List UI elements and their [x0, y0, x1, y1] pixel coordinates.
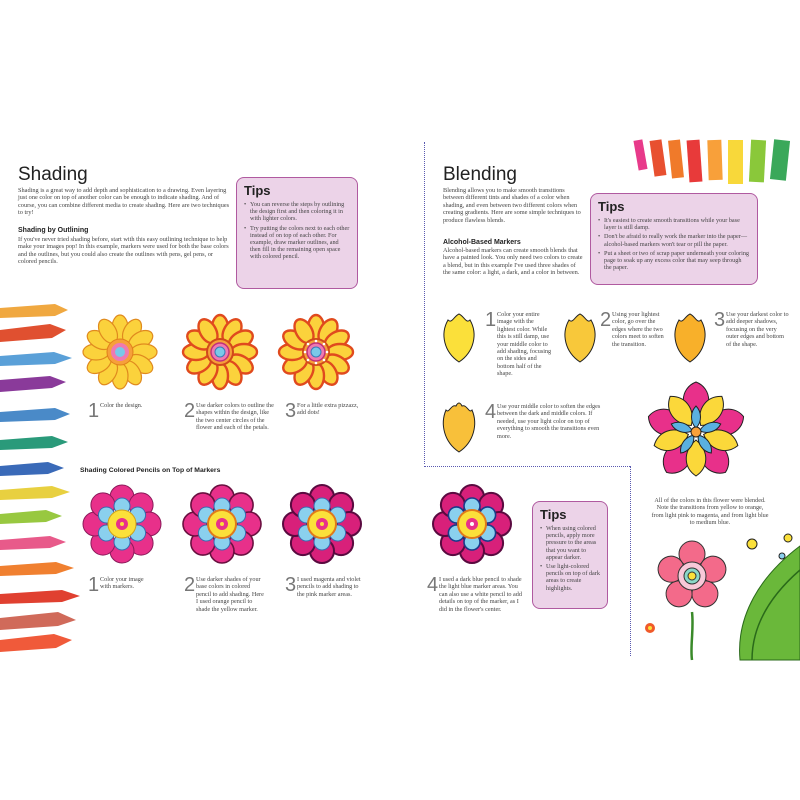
petal-step3 — [669, 312, 711, 364]
decorative-flowers-illustration — [640, 526, 800, 660]
step-text: Color your entire image with the lightest color. While this is still damp, use your middle color to add shading, focusing on the sides and bottom half of the shape. — [497, 311, 552, 378]
outlining-heading: Shading by Outlining — [18, 227, 89, 234]
blended-flower-caption: All of the colors in this flower were blended. Note the transitions from yellow to orange, from light pink to magenta, and from light blue to medium blue. — [651, 497, 769, 527]
petal-step4 — [438, 400, 480, 454]
tip-item: • Don't be afraid to really work the marker into the paper—alcohol-based markers won't tear or pill the paper. — [598, 233, 750, 247]
pink-flower-step3 — [282, 484, 362, 564]
section-divider-vertical — [424, 142, 425, 464]
step-text: Use darker shades of your base colors in colored pencil to add shading. Here I used orange pencil to shade the yellow marker. — [196, 576, 264, 613]
step-number: 1 — [88, 574, 100, 596]
tip-item: • You can reverse the steps by outlining the design first and then coloring it in with lighter colors. — [244, 201, 350, 223]
step-text: Use your darkest color to add deeper shadows, focusing on the very outer edges and bottom of the shape. — [726, 311, 789, 348]
step-number: 3 — [714, 309, 726, 331]
blending-intro: Blending allows you to make smooth transitions between different tints and shades of a color when shading, and even between two different colors when creating gradients. Here are some simple techniques to produce flawless blends. — [443, 187, 581, 224]
step-text: Color your image with markers. — [100, 576, 144, 591]
pink-flower-step4 — [432, 484, 512, 564]
step-number: 4 — [427, 574, 439, 596]
tip-item: • Try putting the colors next to each other instead of on top of each other. For example, draw marker outlines, and then fill in the remaining open space with colored pencil. — [244, 225, 350, 261]
tip-item: • Use light-colored pencils on top of dark areas to create highlights. — [540, 563, 600, 592]
step-text: I used magenta and violet pencils to add shading to the pink marker areas. — [297, 576, 361, 598]
step-number: 2 — [600, 309, 612, 331]
petal-step2 — [559, 312, 601, 364]
pink-flower-step2 — [182, 484, 262, 564]
tip-item: • When using colored pencils, apply more pressure to the areas that you want to appear darker. — [540, 525, 600, 561]
step-text: For a little extra pizzazz, add dots! — [297, 402, 359, 417]
tips-title: Tips — [540, 507, 567, 522]
blending-tips-box-2 — [532, 501, 608, 609]
step-text: Use your middle color to soften the edges between the dark and middle colors. If needed, use your light color on top of everything to smooth the transitions even more. — [497, 403, 601, 440]
flower-step2 — [180, 312, 260, 392]
tips-title: Tips — [598, 199, 625, 214]
blended-flower — [650, 376, 742, 488]
step-number: 3 — [285, 574, 297, 596]
colored-pencils-illustration — [0, 300, 90, 660]
markers-illustration — [632, 140, 800, 190]
section-divider-vertical-2 — [630, 466, 631, 656]
pencils-heading: Shading Colored Pencils on Top of Markers — [80, 467, 221, 474]
shading-tips-box — [236, 177, 358, 289]
step-text: I used a dark blue pencil to shade the light blue marker areas. You can also use a white pencil to add details on top of the marker, as I did in the flower's center. — [439, 576, 522, 613]
step-number: 2 — [184, 574, 196, 596]
step-number: 3 — [285, 400, 297, 422]
step-number: 2 — [184, 400, 196, 422]
flower-step1 — [80, 312, 160, 392]
tip-item: • Put a sheet or two of scrap paper underneath your coloring page to soak up any excess color that may seep through the paper. — [598, 250, 750, 272]
step-text: Using your lightest color, go over the edges where the two colors meet to soften the transition. — [612, 311, 664, 348]
step-text: Color the design. — [100, 402, 143, 409]
shading-title: Shading — [18, 164, 88, 185]
pink-flower-step1 — [82, 484, 162, 564]
shading-intro: Shading is a great way to add depth and sophistication to a drawing. Even layering just one color on top of another color can be enough to indicate shading. And of course, you can combine different media to create shading. Here are two techniques to try! — [18, 187, 230, 217]
alcohol-text: Alcohol-based markers can create smooth blends that have a painted look. You only need two colors to create a blend, but in this example I've used three shades of the same color: a light, a dark, and a color in between. — [443, 247, 583, 277]
tip-item: • It's easiest to create smooth transitions while your base layer is still damp. — [598, 217, 750, 231]
tips-title: Tips — [244, 183, 271, 198]
blending-tips-box — [590, 193, 758, 285]
petal-step1 — [438, 312, 480, 364]
section-divider-horizontal — [424, 466, 630, 467]
step-number: 1 — [88, 400, 100, 422]
step-number: 1 — [485, 309, 497, 331]
blending-title: Blending — [443, 164, 517, 185]
flower-step3 — [276, 312, 356, 392]
step-number: 4 — [485, 401, 497, 423]
alcohol-heading: Alcohol-Based Markers — [443, 239, 521, 246]
step-text: Use darker colors to outline the shapes within the design, like the two center circles of the flower and each of the petals. — [196, 402, 274, 432]
outlining-text: If you've never tried shading before, start with this easy outlining technique to help make your images pop! In this example, markers were used for both the base colors and the outlines, but you could also create the outlines with pens, gel pens, or colored pencils. — [18, 236, 229, 266]
